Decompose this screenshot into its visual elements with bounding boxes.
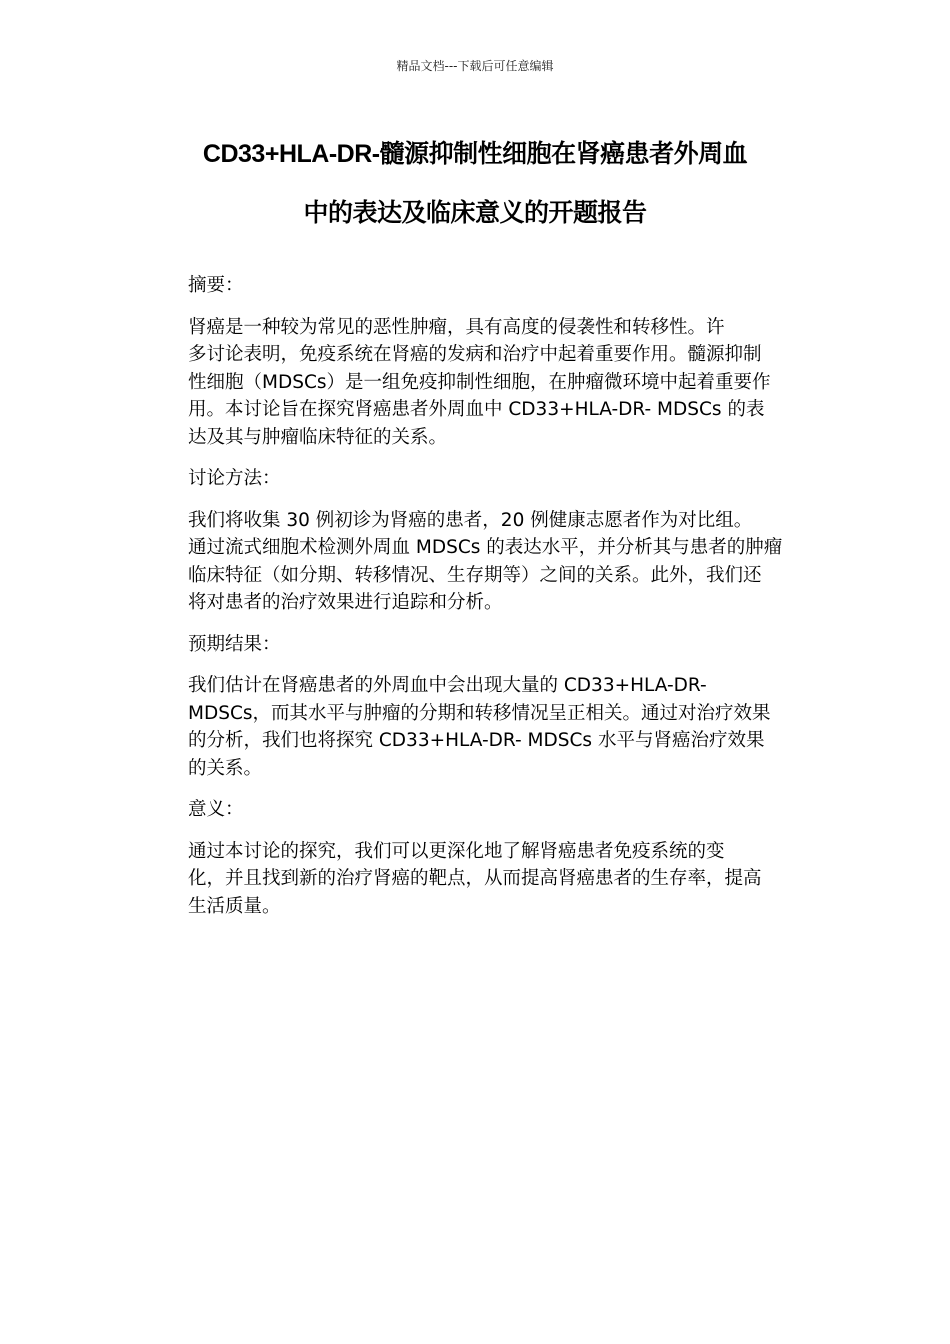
significance-heading: 意义： (188, 799, 244, 820)
title-line-2: 中的表达及临床意义的开题报告 (303, 199, 647, 227)
paragraph-line: 通过流式细胞术检测外周血 MDSCs 的表达水平，并分析其与患者的肿瘤 (188, 537, 783, 558)
results-paragraph (145, 672, 810, 782)
paragraph-line: 多讨论表明，免疫系统在肾癌的发病和治疗中起着重要作用。髓源抑制 (188, 344, 762, 365)
methods-heading: 讨论方法： (188, 468, 281, 489)
abstract-heading: 摘要： (188, 275, 244, 296)
page-header-note: 精品文档---下载后可任意编辑 (396, 59, 554, 73)
paragraph-line: 肾癌是一种较为常见的恶性肿瘤，具有高度的侵袭性和转移性。许 (188, 316, 725, 338)
document-body (145, 272, 810, 934)
paragraph-line: 用。本讨论旨在探究肾癌患者外周血中 CD33+HLA-DR- MDSCs 的表 (188, 399, 765, 420)
significance-paragraph (145, 838, 810, 921)
abstract-paragraph (145, 314, 810, 452)
document-title (120, 136, 830, 231)
results-heading: 预期结果： (188, 633, 281, 655)
paragraph-line: 生活质量。 (188, 895, 281, 917)
methods-paragraph (145, 507, 810, 617)
paragraph-line: 的分析，我们也将探究 CD33+HLA-DR- MDSCs 水平与肾癌治疗效果 (188, 730, 765, 751)
paragraph-line: 达及其与肿瘤临床特征的关系。 (188, 426, 448, 448)
paragraph-line: 我们将收集 30 例初诊为肾癌的患者，20 例健康志愿者作为对比组。 (188, 509, 753, 531)
paragraph-line: 通过本讨论的探究，我们可以更深化地了解肾癌患者免疫系统的变 (188, 840, 725, 862)
paragraph-line: 化，并且找到新的治疗肾癌的靶点，从而提高肾癌患者的生存率，提高 (188, 868, 762, 889)
paragraph-line: 临床特征（如分期、转移情况、生存期等）之间的关系。此外，我们还 (188, 564, 762, 586)
paragraph-line: 我们估计在肾癌患者的外周血中会出现大量的 CD33+HLA-DR- (188, 675, 707, 696)
title-line-1: CD33+HLA-DR-髓源抑制性细胞在肾癌患者外周血 (202, 140, 748, 168)
paragraph-line: 的关系。 (188, 757, 263, 779)
paragraph-line: MDSCs，而其水平与肿瘤的分期和转移情况呈正相关。通过对治疗效果 (188, 702, 771, 724)
paragraph-line: 将对患者的治疗效果进行追踪和分析。 (188, 592, 503, 613)
paragraph-line: 性细胞（MDSCs）是一组免疫抑制性细胞，在肿瘤微环境中起着重要作 (188, 371, 771, 393)
